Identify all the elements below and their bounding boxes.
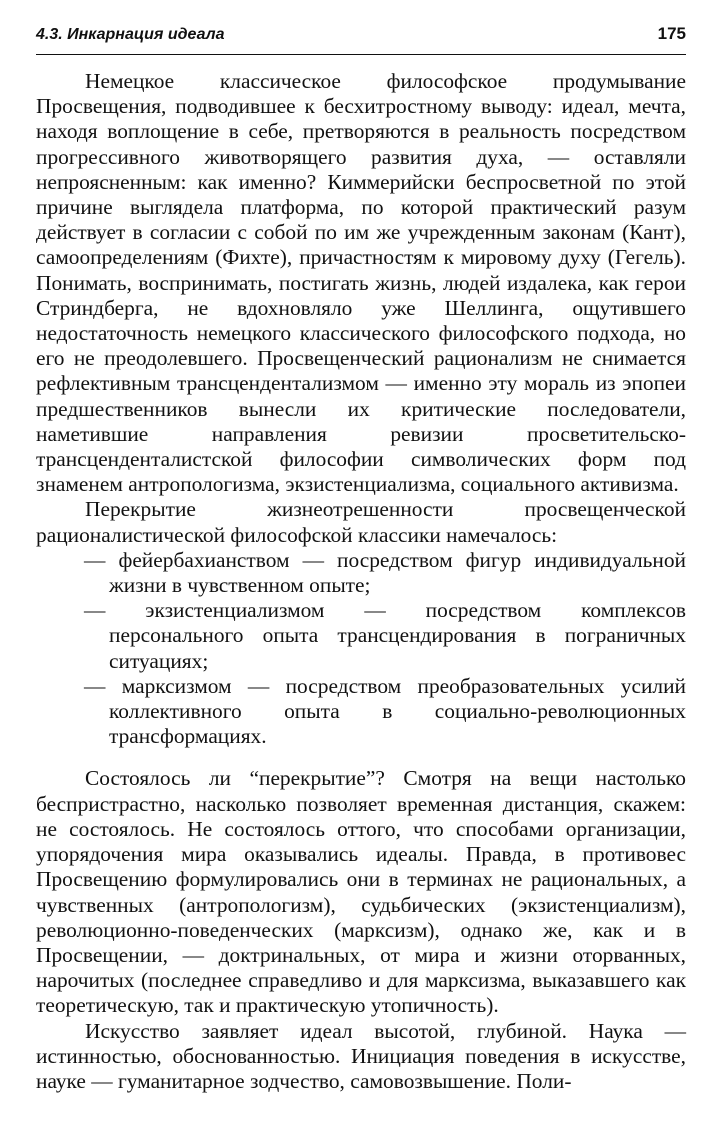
list-item: — фейербахианством — посредством фигур индивидуальной жизни в чувственном опыте; (84, 547, 686, 598)
list-item: — марксизмом — посредством преобразовательных усилий коллективного опыта в социально-революционных трансформациях. (84, 673, 686, 749)
paragraph-2: Перекрытие жизнеотрешенности просвещенческой рационалистической философской классики намечалось: (36, 497, 686, 547)
running-title: 4.3. Инкарнация идеала (36, 26, 225, 43)
list-item: — экзистенциализмом — посредством комплексов персонального опыта трансцендирования в пограничных ситуациях; (84, 598, 686, 673)
page-body (36, 69, 686, 1094)
paragraph-gap (36, 749, 686, 766)
running-header (36, 24, 686, 55)
bullet-list (36, 548, 686, 750)
paragraph-1: Немецкое классическое философское продумывание Просвещения, подводившее к бесхитростному выводу: идеал, мечта, находя воплощение в себе, претворяются в реальность посредством прогрессивного животворящего развития духа, — оставляли непроясненным: как именно? Киммерийски беспросветной по этой причине выглядела платформа, по которой практический разум действует в согласии с собой по им же учрежденным законам (Кант), самоопределениям (Фихте), причастностям к мировому духу (Гегель). Понимать, воспринимать, постигать жизнь, людей издалека, как герои Стриндберга, не вдохновляло уже Шеллинга, ощутившего недостаточность немецкого классического философского подхода, но его не преодолевшего. Просвещенческий рационализм не снимается рефлективным трансцендентализмом — именно эту мораль из эпопеи предшественников вынесли их критические последователи, наметившие направления ревизии просветительско-трансценденталистской философии символических форм под знаменем антропологизма, экзистенциализма, социального активизма. (36, 69, 686, 497)
book-page (36, 24, 686, 1094)
paragraph-3: Состоялось ли “перекрытие”? Смотря на вещи настолько беспристрастно, насколько позволяет временная дистанция, скажем: не состоялось. Не состоялось оттого, что способами организации, упорядочения мира оказывались идеалы. Правда, в противовес Просвещению формулировались они в терминах не рациональных, а чувственных (антропологизм), судьбических (экзистенциализм), революционно-поведенческих (марксизм), однако же, как и в Просвещении, — доктринальных, от мира и жизни оторванных, нарочитых (последнее справедливо и для марксизма, выказавшего как теоретическую, так и практическую утопичность). (36, 766, 686, 1018)
page-number: 175 (657, 24, 686, 43)
paragraph-4: Искусство заявляет идеал высотой, глубиной. Наука — истинностью, обоснованностью. Инициация поведения в искусстве, науке — гуманитарное зодчество, самовозвышение. Поли- (36, 1018, 686, 1093)
